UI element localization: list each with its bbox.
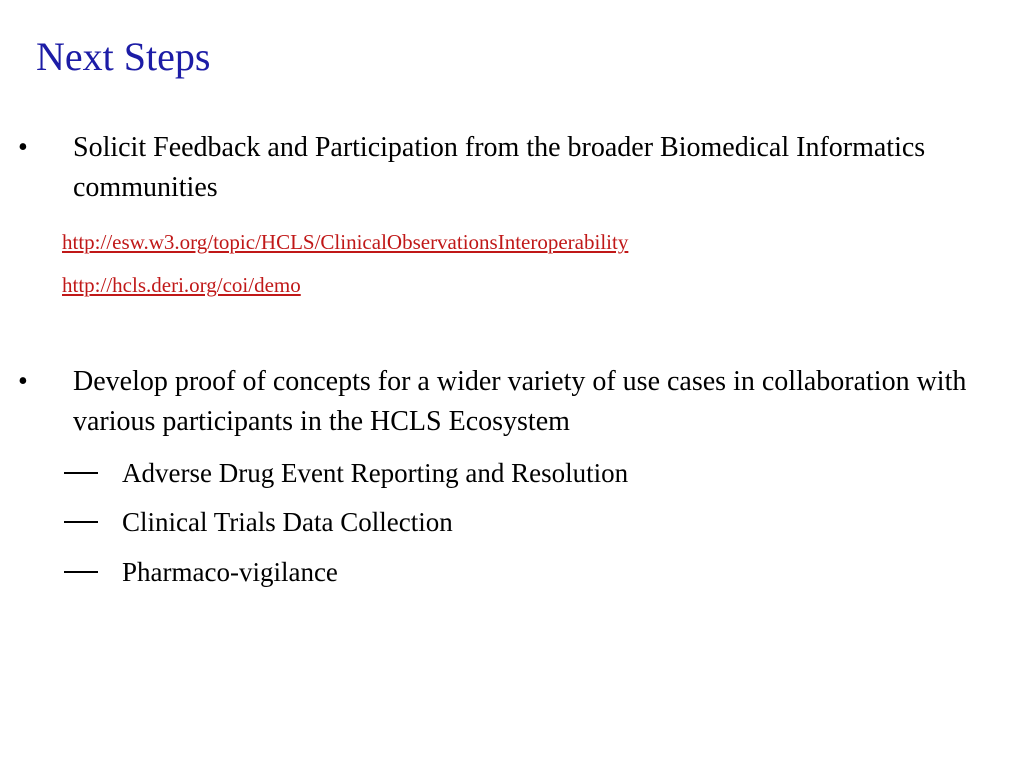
sub-item-label: Adverse Drug Event Reporting and Resolution [122,458,629,488]
bullet-text: Solicit Feedback and Participation from the broader Biomedical Informatics communities [73,132,926,203]
bullet-dot-icon: • [18,366,28,397]
slide-title: Next Steps [36,34,211,79]
sub-item-pharmaco-vigilance [64,555,338,589]
sub-item-label: Clinical Trials Data Collection [122,507,453,537]
bullet-develop-proof [18,362,998,442]
sub-item-label: Pharmaco-vigilance [122,557,338,587]
bullet-dot-icon: • [18,132,28,163]
em-dash-icon [64,521,98,523]
link-esw-w3-hcls[interactable]: http://esw.w3.org/topic/HCLS/ClinicalObservationsInteroperability [62,230,629,254]
em-dash-icon [64,571,98,573]
em-dash-icon [64,472,98,474]
sub-item-adverse-drug [64,456,628,490]
bullet-solicit-feedback [18,128,998,208]
bullet-text: Develop proof of concepts for a wider variety of use cases in collaboration with various participants in the HCLS Ecosystem [73,366,967,437]
sub-item-clinical-trials [64,505,453,539]
link-hcls-deri-demo[interactable]: http://hcls.deri.org/coi/demo [62,273,301,297]
